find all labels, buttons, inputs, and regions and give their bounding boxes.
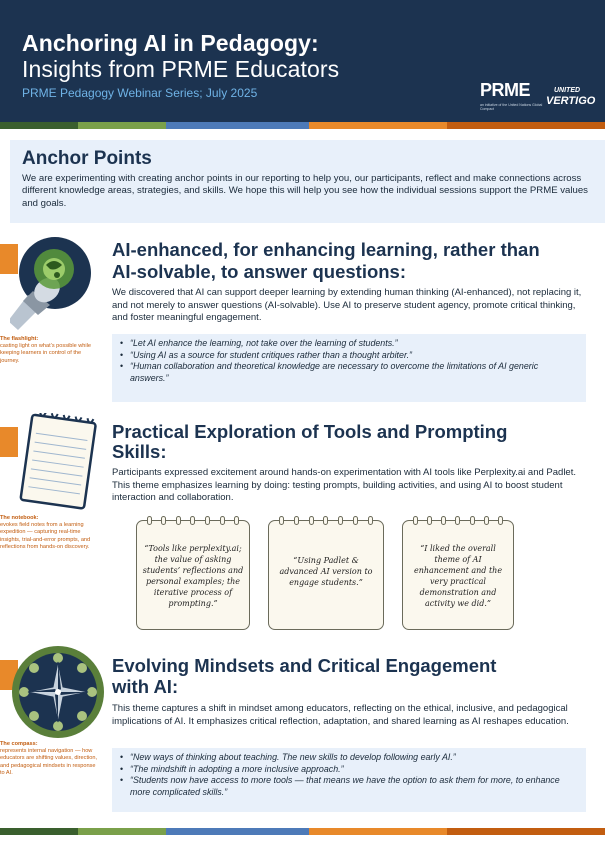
header-banner	[0, 0, 605, 122]
stripe-segment	[447, 122, 605, 129]
icon-caption	[0, 336, 100, 365]
icon-caption-title: The compass:	[0, 741, 38, 747]
prme-logo: PRME	[480, 80, 531, 100]
stripe-segment	[78, 122, 166, 129]
notepad-quote-text: “Using Padlet & advanced AI version to engage students.”	[279, 556, 373, 587]
stripe-segment	[0, 122, 78, 129]
prme-tagline: an initiative of the United Nations Global Compact	[480, 103, 543, 111]
compass-icon	[10, 644, 106, 740]
quote-list	[112, 748, 586, 812]
stripe-segment	[166, 122, 309, 129]
color-stripe-top	[0, 122, 605, 129]
section-title-line2: with AI:	[112, 676, 179, 697]
icon-caption-title: The notebook:	[0, 515, 39, 521]
quote-item: • “New ways of thinking about teaching. The new skills to develop following early AI.”	[120, 752, 576, 763]
quote-item: • “The mindshift in adopting a more inclusive approach.”	[120, 764, 576, 775]
section-title-line1: AI-enhanced, for enhancing learning, rather than	[112, 239, 540, 260]
flashlight-icon	[10, 233, 108, 333]
notepad-quote-text: “I liked the overall theme of AI enhancement and the very practical demonstration and activity we did.”	[413, 544, 503, 608]
notepad-quote	[402, 520, 514, 630]
icon-caption-title: The flashlight:	[0, 336, 39, 342]
stripe-segment	[166, 828, 309, 835]
notebook-icon	[16, 413, 106, 513]
quote-item: • “Using AI as a source for student critiques rather than a thought arbiter.”	[120, 350, 576, 361]
stripe-segment	[0, 828, 78, 835]
page-subtitle: PRME Pedagogy Webinar Series; July 2025	[22, 86, 258, 100]
stripe-segment	[447, 828, 605, 835]
section-body: We discovered that AI can support deeper learning by extending human thinking (AI-enhanced), not replacing it, and not merely to answer questions (AI-solvable). Use AI to preserve student agency, promote critical thinking, and foster meaningful engagement.	[112, 287, 582, 323]
section-body: Participants expressed excitement around hands-on experimentation with AI tools like Perplexity.ai and Padlet. This theme emphasizes learning by doing: testing prompts, building activities, and using AI to boost student interaction and collaboration.	[112, 467, 576, 503]
united-vertigo-logo: UNITED VERTIGO	[546, 87, 596, 107]
page-title-line1: Anchoring AI in Pedagogy:	[22, 30, 319, 56]
stripe-segment	[309, 828, 447, 835]
stripe-segment	[78, 828, 166, 835]
quote-item: • “Students now have access to more tools — that means we have the option to ask them for more, to enhance more complicated skills.”	[120, 775, 576, 797]
section-body: This theme captures a shift in mindset among educators, reflecting on the ethical, inclusive, and pedagogical implications of AI. It emphasizes critical reflection, adaptation, and shared learning as AI reshapes education.	[112, 703, 569, 727]
notepad-quote	[268, 520, 384, 630]
anchor-points-text: We are experimenting with creating anchor points in our reporting to help you, our participants, reflect and make connections across different knowledge areas, strategies, and skills. We hope this will help you see how the individual sessions support the PRME values and goals.	[22, 173, 588, 209]
anchor-points-title: Anchor Points	[22, 148, 152, 169]
section-title-line1: Practical Exploration of Tools and Prompting	[112, 421, 508, 442]
icon-caption-text: evokes field notes from a learning expedition — capturing real-time insights, trial-and-error prompts, and reflections from hands-on discovery.	[0, 522, 91, 550]
notepad-quote	[136, 520, 250, 630]
quote-list	[112, 334, 586, 402]
icon-caption	[0, 741, 100, 777]
section-title-line1: Evolving Mindsets and Critical Engagement	[112, 655, 497, 676]
quote-item: • “Let AI enhance the learning, not take over the learning of students.”	[120, 338, 576, 349]
color-stripe-bottom	[0, 828, 605, 835]
icon-caption-text: casting light on what’s possible while keeping learners in control of the journey.	[0, 343, 92, 364]
section-title-line2: AI-solvable, to answer questions:	[112, 261, 407, 282]
stripe-segment	[309, 122, 447, 129]
icon-caption	[0, 515, 100, 551]
section-title-line2: Skills:	[112, 441, 167, 462]
page-title-line2: Insights from PRME Educators	[22, 56, 340, 82]
icon-caption-text: represents internal navigation — how educators are shifting values, direction, and pedagogical mindsets in response to AI.	[0, 748, 98, 776]
notepad-quote-text: “Tools like perplexity.ai; the value of asking students’ reflections and personal examples; the iterative process of prompting.”	[142, 544, 244, 608]
quote-item: • “Human collaboration and theoretical knowledge are necessary to overcome the limitations of AI generic answers.”	[120, 361, 576, 383]
